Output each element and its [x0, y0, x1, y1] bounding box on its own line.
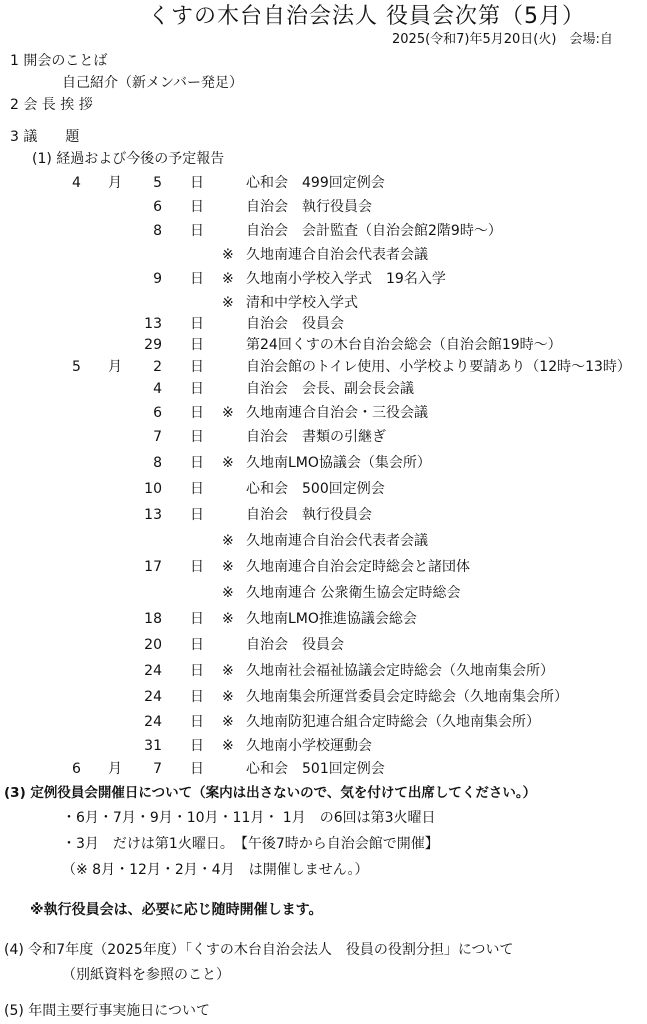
schedule-day-unit: 日: [190, 611, 204, 627]
section-1-heading: 1 開会のことば: [10, 53, 108, 69]
schedule-day: 13: [144, 507, 162, 523]
schedule-event-text: 自治会 会計監査（自治会館2階9時～）: [246, 223, 502, 239]
schedule-day-unit: 日: [190, 637, 204, 653]
schedule-row: [0, 506, 647, 524]
section-1-sub: 自己紹介（新メンバー発足）: [62, 75, 244, 91]
schedule-row: [0, 480, 647, 498]
section-3-heading: 3 議 題: [10, 129, 80, 145]
schedule-day: 8: [153, 455, 162, 471]
schedule-day-unit: 日: [190, 381, 204, 397]
schedule-event-text: 自治会 執行役員会: [246, 507, 372, 523]
item-3-line-3: （※ 8月・12月・2月・4月 は開催しません。）: [62, 862, 369, 878]
schedule-month: 5: [72, 359, 81, 375]
schedule-day-unit: 日: [190, 738, 204, 754]
schedule-row: [0, 246, 647, 264]
schedule-row: [0, 558, 647, 576]
schedule-row: [0, 636, 647, 654]
item-3-note: ※執行役員会は、必要に応じ随時開催します。: [30, 902, 323, 918]
schedule-event-text: 久地南小学校運動会: [246, 738, 372, 754]
schedule-row: [0, 662, 647, 680]
schedule-row: [0, 380, 647, 398]
schedule-day: 9: [153, 271, 162, 287]
schedule-day: 4: [153, 381, 162, 397]
schedule-event-text: 自治会 書類の引継ぎ: [246, 429, 386, 445]
schedule-event-text: 久地南防犯連合組合定時総会（久地南集会所）: [246, 714, 540, 730]
schedule-note-mark: ※: [222, 455, 234, 471]
schedule-event-text: 自治会 会長、副会長会議: [246, 381, 414, 397]
schedule-day-unit: 日: [190, 761, 204, 777]
schedule-day: 13: [144, 316, 162, 332]
schedule-row: [0, 584, 647, 602]
schedule-event-text: 自治会 役員会: [246, 316, 344, 332]
schedule-event-text: 久地南連合自治会代表者会議: [246, 533, 428, 549]
schedule-day: 24: [144, 663, 162, 679]
schedule-day: 17: [144, 559, 162, 575]
schedule-day: 24: [144, 689, 162, 705]
schedule-note-mark: ※: [222, 689, 234, 705]
page-title: くすの木台自治会法人 役員会次第（5月）: [148, 4, 585, 29]
schedule-event-text: 心和会 500回定例会: [246, 481, 385, 497]
schedule-row: [0, 428, 647, 446]
item-3-line-1: ・6月・7月・9月・10月・11月・ 1月 の6回は第3火曜日: [62, 810, 436, 826]
schedule-event-text: 清和中学校入学式: [246, 295, 358, 311]
schedule-row: [0, 358, 647, 376]
schedule-note-mark: ※: [222, 611, 234, 627]
schedule-month: 6: [72, 761, 81, 777]
schedule-event-text: 第24回くすの木台自治会総会（自治会館19時～）: [246, 337, 562, 353]
schedule-note-mark: ※: [222, 405, 234, 421]
schedule-event-text: 自治会 役員会: [246, 637, 344, 653]
schedule-event-text: 久地南連合 公衆衛生協会定時総会: [246, 585, 461, 601]
item-4-sub: （別紙資料を参照のこと）: [62, 967, 230, 983]
schedule-event-text: 久地南集会所運営委員会定時総会（久地南集会所）: [246, 689, 568, 705]
section-3-1-heading: (1) 経過および今後の予定報告: [32, 151, 225, 167]
schedule-row: [0, 270, 647, 288]
schedule-day: 6: [153, 405, 162, 421]
schedule-month: 4: [72, 175, 81, 191]
item-3-heading: (3) 定例役員会開催日について（案内は出さないので、気を付けて出席してください。）: [4, 785, 537, 801]
schedule-row: [0, 532, 647, 550]
schedule-note-mark: ※: [222, 247, 234, 263]
schedule-day: 5: [153, 175, 162, 191]
schedule-note-mark: ※: [222, 585, 234, 601]
schedule-row: [0, 610, 647, 628]
schedule-month-unit: 月: [108, 761, 122, 777]
schedule-row: [0, 404, 647, 422]
schedule-note-mark: ※: [222, 714, 234, 730]
schedule-event-text: 自治会館のトイレ使用、小学校より要請あり（12時～13時）: [246, 359, 631, 375]
schedule-day: 18: [144, 611, 162, 627]
schedule-day: 20: [144, 637, 162, 653]
schedule-row: [0, 760, 647, 778]
item-3-line-2: ・3月 だけは第1火曜日。 【午後7時から自治会館で開催】: [62, 836, 439, 852]
date-venue-line: 2025(令和7)年5月20日(火) 会場:自: [392, 32, 613, 47]
schedule-event-text: 久地南連合自治会定時総会と諸団体: [246, 559, 470, 575]
schedule-day: 7: [153, 761, 162, 777]
schedule-day: 2: [153, 359, 162, 375]
schedule-day: 10: [144, 481, 162, 497]
schedule-day-unit: 日: [190, 663, 204, 679]
schedule-day: 8: [153, 223, 162, 239]
schedule-event-text: 心和会 499回定例会: [246, 175, 385, 191]
schedule-row: [0, 454, 647, 472]
schedule-day-unit: 日: [190, 223, 204, 239]
schedule-note-mark: ※: [222, 663, 234, 679]
item-5-heading: (5) 年間主要行事実施日について: [4, 1003, 211, 1019]
schedule-day: 29: [144, 337, 162, 353]
schedule-row: [0, 688, 647, 706]
item-4-heading: (4) 令和7年度（2025年度）「くすの木台自治会法人 役員の役割分担」について: [4, 942, 514, 958]
schedule-row: [0, 737, 647, 755]
schedule-day-unit: 日: [190, 405, 204, 421]
schedule-month-unit: 月: [108, 359, 122, 375]
schedule-event-text: 久地南小学校入学式 19名入学: [246, 271, 446, 287]
schedule-event-text: 久地南LMO推進協議会総会: [246, 611, 417, 627]
schedule-row: [0, 222, 647, 240]
section-2-heading: 2 会 長 挨 拶: [10, 97, 93, 113]
schedule-day-unit: 日: [190, 559, 204, 575]
schedule-note-mark: ※: [222, 271, 234, 287]
schedule-day-unit: 日: [190, 481, 204, 497]
schedule-row: [0, 315, 647, 333]
schedule-day: 7: [153, 429, 162, 445]
schedule-month-unit: 月: [108, 175, 122, 191]
schedule-day-unit: 日: [190, 199, 204, 215]
schedule-note-mark: ※: [222, 738, 234, 754]
schedule-event-text: 久地南連合自治会代表者会議: [246, 247, 428, 263]
schedule-row: [0, 713, 647, 731]
schedule-day: 31: [144, 738, 162, 754]
schedule-event-text: 心和会 501回定例会: [246, 761, 385, 777]
schedule-event-text: 久地南社会福祉協議会定時総会（久地南集会所）: [246, 663, 554, 679]
schedule-day-unit: 日: [190, 714, 204, 730]
schedule-row: [0, 336, 647, 354]
schedule-event-text: 久地南LMO協議会（集会所）: [246, 455, 431, 471]
schedule-day-unit: 日: [190, 429, 204, 445]
schedule-day-unit: 日: [190, 507, 204, 523]
schedule-row: [0, 174, 647, 192]
schedule-note-mark: ※: [222, 533, 234, 549]
schedule-day-unit: 日: [190, 455, 204, 471]
schedule-row: [0, 198, 647, 216]
schedule-day: 6: [153, 199, 162, 215]
schedule-event-text: 自治会 執行役員会: [246, 199, 372, 215]
schedule-day-unit: 日: [190, 175, 204, 191]
schedule-row: [0, 294, 647, 312]
schedule-day-unit: 日: [190, 359, 204, 375]
schedule-note-mark: ※: [222, 295, 234, 311]
schedule-day: 24: [144, 714, 162, 730]
schedule-event-text: 久地南連合自治会・三役会議: [246, 405, 428, 421]
schedule-day-unit: 日: [190, 337, 204, 353]
schedule-day-unit: 日: [190, 316, 204, 332]
schedule-note-mark: ※: [222, 559, 234, 575]
schedule-day-unit: 日: [190, 271, 204, 287]
schedule-day-unit: 日: [190, 689, 204, 705]
